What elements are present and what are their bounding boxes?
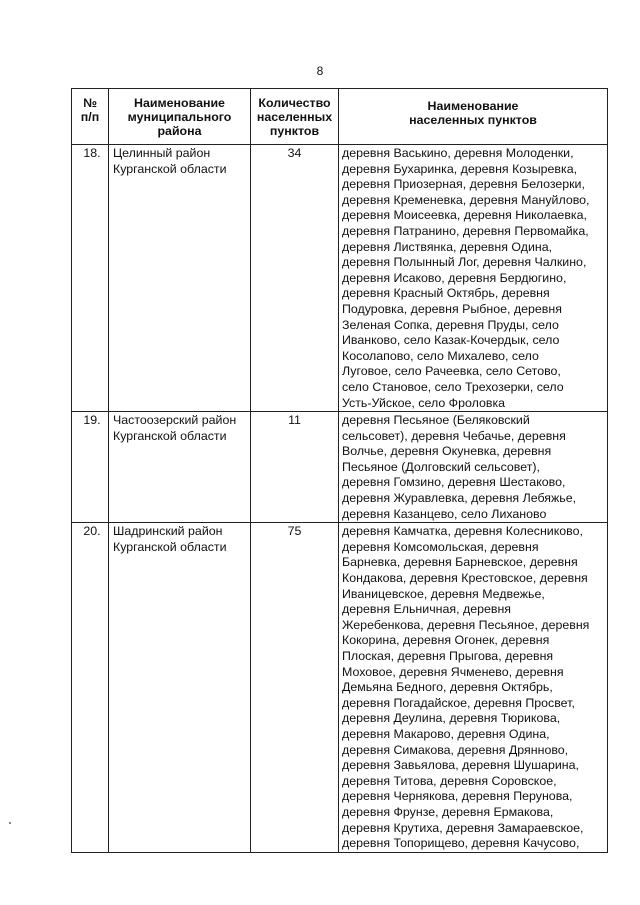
scan-artifact-dot [9,822,11,824]
header-count: Количество населенных пунктов [251,89,339,145]
district-name: Шадринский район Курганской области [113,524,227,554]
settlement-count: 11 [288,413,301,428]
district-name: Частоозерский район Курганской области [113,413,237,443]
district-name: Целинный район Курганской области [113,146,227,176]
row-number: 19. [83,413,101,428]
settlement-list: деревня Васькино, деревня Молоденки, деревня Бухаринка, деревня Козыревка, деревня Приозерная, деревня Белозерки, деревня Кременевка, деревня Мануйлово, деревня Моисеевка, деревня Николаевка, деревня Патранино, деревня Первомайка, деревня Листвянка, деревня Одина, деревня Полынный Лог, деревня Чалкино, деревня Исаково, деревня Бердюгино, деревня Красный Октябрь, деревня Подуровка, деревня Рыбное, деревня Зеленая Сопка, деревня Пруды, село Иванково, село Казак-Кочердык, село Косолапово, село Михалево, село Луговое, село Рачеевка, село Сетово, село Становое, село Трехозерки, село Усть-Уйское, село Фроловка [342,146,590,410]
header-settlements: Наименование населенных пунктов [339,89,608,145]
table-row [72,145,608,412]
page-number: 8 [316,64,324,78]
table-row [72,523,608,852]
settlement-list: деревня Камчатка, деревня Колесниково, деревня Комсомольская, деревня Барневка, деревня Барневское, деревня Кондакова, деревня Крестовское, деревня Иваницевское, деревня Медвежье, деревня Ельничная, деревня Жеребенкова, деревня Песьяное, деревня Кокорина, деревня Огонек, деревня Плоская, деревня Прыгова, деревня Моховое, деревня Ячменево, деревня Демьяна Бедного, деревня Октябрь, деревня Погадайское, деревня Просвет, деревня Деулина, деревня Тюрикова, деревня Макарово, деревня Одина, деревня Симакова, деревня Дрянново, деревня Завьялова, деревня Шушарина, деревня Титова, деревня Соровское, деревня Чернякова, деревня Перунова, деревня Фрунзе, деревня Ермакова, деревня Крутиха, деревня Замараевское, деревня Топорищево, деревня Качусово, [342,524,590,851]
settlement-count: 34 [287,146,302,160]
header-district: Наименование муниципального района [109,89,251,145]
table-header-row [72,89,608,145]
row-number: 18. [83,146,101,160]
settlement-count: 75 [287,524,302,539]
header-number: № п/п [72,89,109,145]
settlements-table [71,88,608,853]
settlement-list: деревня Песьяное (Беляковский сельсовет), деревня Чебачье, деревня Волчье, деревня Окуневка, деревня Песьяное (Долговский сельсовет), деревня Гомзино, деревня Шестаково, деревня Журавлевка, деревня Лебяжье, деревня Казанцево, село Лиханово [342,413,577,521]
row-number: 20. [83,524,101,539]
table-row [72,412,608,523]
